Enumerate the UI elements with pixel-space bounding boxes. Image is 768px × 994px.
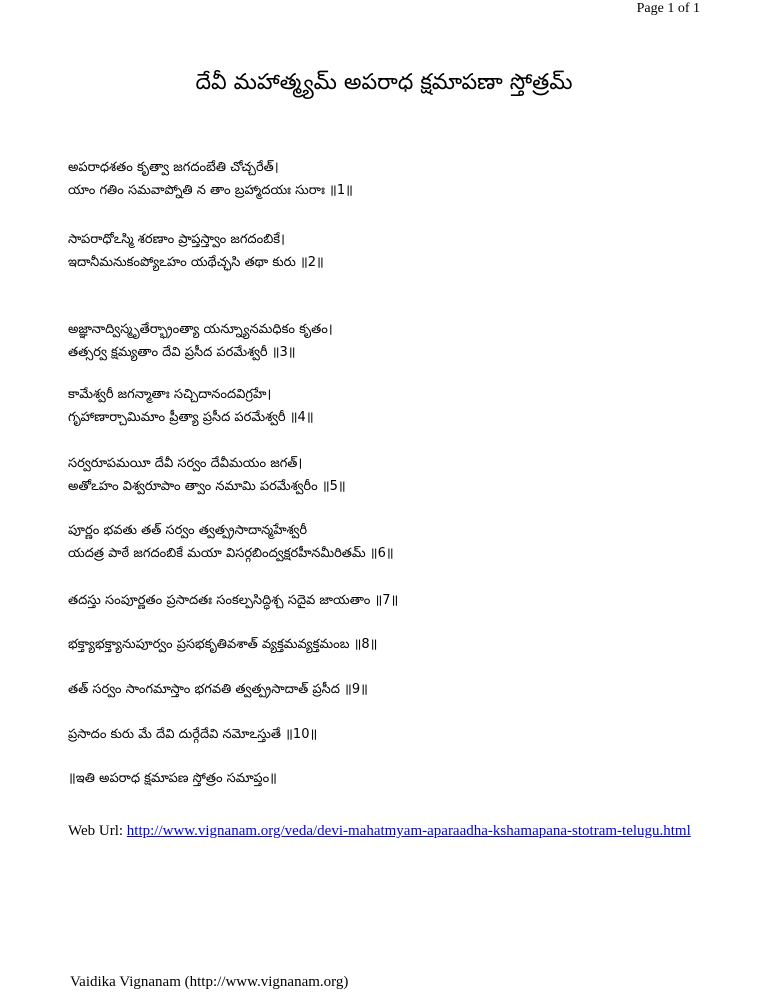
verse-line: గృహాణార్చామిమాం ప్రీత్యా ప్రసీద పరమేశ్వరీ ॥4॥ xyxy=(68,410,314,425)
verse-line: భక్త్యాభక్త్యానుపూర్వం ప్రసభకృతివశాత్ వ్యక్తమవ్యక్తమంబ ॥8॥ xyxy=(68,637,378,652)
verse-line: సర్వరూపమయీ దేవీ సర్వం దేవీమయం జగత్। xyxy=(68,456,303,471)
verse-line: యదత్ర పాఠే జగదంబికే మయా విసర్గబింద్వక్షరహీనమీరితమ్ ॥6॥ xyxy=(68,546,394,561)
verse-line: తత్ సర్వం సాంగమాస్తాం భగవతి త్వత్ప్రసాదాత్ ప్రసీద ॥9॥ xyxy=(68,682,368,697)
verse-line: అపరాధశతం కృత్వా జగదంబేతి చోచ్చరేత్। xyxy=(68,160,279,175)
verse-3 xyxy=(68,318,333,364)
verse-10 xyxy=(68,723,317,746)
document-title: దేవీ మహాత్మ్యమ్ అపరాధ క్షమాపణా స్తోత్రమ్ xyxy=(195,70,573,95)
web-url-link[interactable]: http://www.vignanam.org/veda/devi-mahatmyam-aparaadha-kshamapana-stotram-telugu.html xyxy=(126,823,691,839)
verse-1 xyxy=(68,156,353,202)
verse-4 xyxy=(68,383,314,429)
verse-5 xyxy=(68,452,346,498)
verse-9 xyxy=(68,678,368,701)
verse-line: ॥ఇతి అపరాధ క్షమాపణ స్తోత్రం సమాప్తం॥ xyxy=(68,771,277,786)
verse-line: ప్రసాదం కురు మే దేవి దుర్గేదేవి నమోఽస్తుతే ॥10॥ xyxy=(68,727,318,742)
page-footer: Vaidika Vignanam (http://www.vignanam.org) xyxy=(70,974,349,990)
verse-line: తత్సర్వ క్షమ్యతాం దేవి ప్రసీద పరమేశ్వరీ ॥3॥ xyxy=(68,345,296,360)
verse-2 xyxy=(68,228,324,274)
verse-line: కామేశ్వరీ జగన్మాతాః సచ్చిదానందవిగ్రహే। xyxy=(68,387,272,402)
closing-line xyxy=(68,767,277,790)
verse-line: తదస్తు సంపూర్ణతం ప్రసాదతః సంకల్పసిద్ధిశ్చ సదైవ జాయతాం ॥7॥ xyxy=(68,593,399,608)
verse-line: అజ్ఞానాద్విస్మృతేర్భ్రాంత్యా యన్న్యూనమధికం కృతం। xyxy=(68,322,333,337)
verse-7 xyxy=(68,589,398,612)
verse-line: ఇదానీమనుకంప్యోఽహం యథేచ్ఛసి తథా కురు ॥2॥ xyxy=(68,255,324,270)
verse-6 xyxy=(68,519,394,565)
verse-line: అతోఽహం విశ్వరూపాం త్వాం నమామి పరమేశ్వరీం ॥5॥ xyxy=(68,479,346,494)
verse-line: పూర్ణం భవతు తత్ సర్వం త్వత్ప్రసాదాన్మహేశ్వరీ xyxy=(68,523,308,538)
web-url xyxy=(68,821,691,841)
verse-line: యాం గతిం సమవాప్నోతి న తాం బ్రహ్మాదయః సురాః ॥1॥ xyxy=(68,183,353,198)
web-url-label: Web Url: xyxy=(68,823,124,839)
verse-line: సాపరాధోఽస్మి శరణాం ప్రాప్తస్త్వాం జగదంబికే। xyxy=(68,232,285,247)
verse-8 xyxy=(68,633,377,656)
page-indicator: Page 1 of 1 xyxy=(636,1,700,16)
